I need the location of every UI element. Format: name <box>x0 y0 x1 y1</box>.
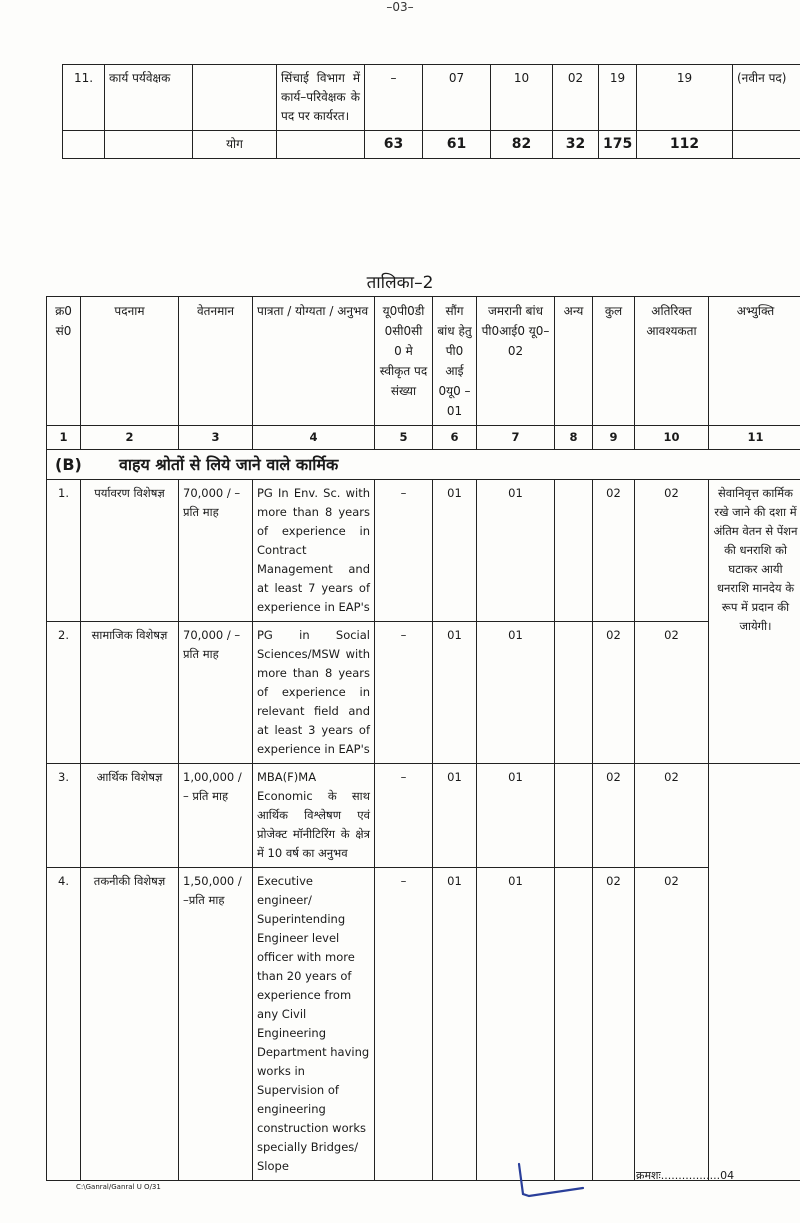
cell-jamrani-dam: 01 <box>477 480 555 622</box>
total-jamrani-dam: 82 <box>491 131 553 159</box>
serial-number: 2. <box>47 622 81 764</box>
cell-sanctioned: – <box>365 65 423 131</box>
header-other: अन्य <box>555 297 593 426</box>
continuation-table <box>62 64 800 159</box>
cell-total: 02 <box>593 622 635 764</box>
cell-song-dam: 01 <box>433 764 477 868</box>
cell-additional: 19 <box>637 65 733 131</box>
header-post: पदनाम <box>81 297 179 426</box>
cell-other <box>555 480 593 622</box>
cell-other <box>555 622 593 764</box>
col-num: 9 <box>593 426 635 450</box>
header-pay: वेतनमान <box>179 297 253 426</box>
cell-jamrani-dam: 01 <box>477 764 555 868</box>
pay-scale: 1,50,000 / –प्रति माह <box>179 868 253 1181</box>
header-jamrani-dam: जमरानी बांध पी0आई0 यू0–02 <box>477 297 555 426</box>
table-row <box>47 868 800 1181</box>
post-name: सामाजिक विशेषज्ञ <box>81 622 179 764</box>
remark-empty <box>709 764 800 1181</box>
serial-number: 4. <box>47 868 81 1181</box>
header-song-dam: सौंग बांध हेतु पी0 आई 0यू0 –01 <box>433 297 477 426</box>
col-num: 7 <box>477 426 555 450</box>
cell-additional: 02 <box>635 764 709 868</box>
cell-jamrani-dam: 01 <box>477 868 555 1181</box>
total-row <box>63 131 800 159</box>
cell-sanctioned: – <box>375 480 433 622</box>
serial-number: 1. <box>47 480 81 622</box>
qualification: Executive engineer/ Superintending Engineer level officer with more than 20 years of experience from any Civil Engineering Department having works in Supervision of engineering construction works specially Bridges/ Slope <box>253 868 375 1181</box>
pay-scale: 70,000 / – प्रति माह <box>179 480 253 622</box>
table-row <box>63 65 800 131</box>
cell-other <box>555 764 593 868</box>
pay-scale: 1,00,000 / – प्रति माह <box>179 764 253 868</box>
serial-number: 11. <box>63 65 105 131</box>
total-song-dam: 61 <box>423 131 491 159</box>
pay-scale <box>193 65 277 131</box>
col-num: 5 <box>375 426 433 450</box>
total-other: 32 <box>553 131 599 159</box>
cell-total: 19 <box>599 65 637 131</box>
table-title: तालिका–2 <box>366 273 434 293</box>
cell-sanctioned: – <box>375 622 433 764</box>
page-number: –03– <box>386 0 414 14</box>
total-additional: 112 <box>637 131 733 159</box>
cell-additional: 02 <box>635 480 709 622</box>
cell-total: 02 <box>593 480 635 622</box>
cell-jamrani-dam: 10 <box>491 65 553 131</box>
col-num: 2 <box>81 426 179 450</box>
section-code: (B) <box>55 455 82 474</box>
post-name: तकनीकी विशेषज्ञ <box>81 868 179 1181</box>
total-label: योग <box>193 131 277 159</box>
cell-sanctioned: – <box>375 764 433 868</box>
cell-sanctioned: – <box>375 868 433 1181</box>
col-num: 8 <box>555 426 593 450</box>
section-heading <box>47 450 800 480</box>
table-row <box>47 480 800 622</box>
post-name: पर्यावरण विशेषज्ञ <box>81 480 179 622</box>
header-total: कुल <box>593 297 635 426</box>
cell-song-dam: 01 <box>433 868 477 1181</box>
col-num: 3 <box>179 426 253 450</box>
cell-additional: 02 <box>635 622 709 764</box>
header-remark: अभ्युक्ति <box>709 297 800 426</box>
section-label: वाहय श्रोतों से लिये जाने वाले कार्मिक <box>118 455 339 474</box>
header-additional: अतिरिक्त आवश्यकता <box>635 297 709 426</box>
table-row <box>47 764 800 868</box>
cell-other: 02 <box>553 65 599 131</box>
total-sanctioned: 63 <box>365 131 423 159</box>
column-number-row <box>47 426 800 450</box>
table-row <box>47 622 800 764</box>
header-sanctioned: यू0पी0डी 0सी0सी 0 मे स्वीकृत पद संख्या <box>375 297 433 426</box>
col-num: 11 <box>709 426 800 450</box>
cell-other <box>555 868 593 1181</box>
header-row <box>47 297 800 426</box>
file-path: C:\Ganral/Ganral U O/31 <box>76 1183 161 1191</box>
col-num: 10 <box>635 426 709 450</box>
post-name: कार्य पर्यवेक्षक <box>105 65 193 131</box>
continued-note: क्रमशः.................04 <box>636 1169 735 1182</box>
col-num: 4 <box>253 426 375 450</box>
qualification: MBA(F)MA Economic के साथ आर्थिक विश्लेषण एवं प्रोजेक्ट मॉनीटिरिंग के क्षेत्र में 10 वर्ष का अनुभव <box>253 764 375 868</box>
qualification: सिंचाई विभाग में कार्य–परिवेक्षक के पद पर कार्यरत। <box>277 65 365 131</box>
cell-jamrani-dam: 01 <box>477 622 555 764</box>
post-name: आर्थिक विशेषज्ञ <box>81 764 179 868</box>
total-total: 175 <box>599 131 637 159</box>
cell-total: 02 <box>593 868 635 1181</box>
header-qualification: पात्रता / योग्यता / अनुभव <box>253 297 375 426</box>
cell-additional: 02 <box>635 868 709 1181</box>
header-sno: क्र0 सं0 <box>47 297 81 426</box>
signature-mark <box>505 1160 595 1200</box>
cell-remark: (नवीन पद) <box>733 65 800 131</box>
cell-song-dam: 01 <box>433 622 477 764</box>
qualification: PG in Social Sciences/MSW with more than 8 years of experience in relevant field and at least 3 years of experience in EAP's <box>253 622 375 764</box>
cell-total: 02 <box>593 764 635 868</box>
col-num: 1 <box>47 426 81 450</box>
qualification: PG In Env. Sc. with more than 8 years of experience in Contract Management and at least 7 years of experience in EAP's <box>253 480 375 622</box>
remark: सेवानिवृत्त कार्मिक रखे जाने की दशा में अंतिम वेतन से पेंशन की धनराशि को घटाकर आयी धनराशि मानदेय के रूप में प्रदान की जायेगी। <box>709 480 800 764</box>
col-num: 6 <box>433 426 477 450</box>
pay-scale: 70,000 / – प्रति माह <box>179 622 253 764</box>
staff-table <box>46 296 800 1181</box>
cell-song-dam: 07 <box>423 65 491 131</box>
cell-song-dam: 01 <box>433 480 477 622</box>
section-row <box>47 450 800 480</box>
serial-number: 3. <box>47 764 81 868</box>
